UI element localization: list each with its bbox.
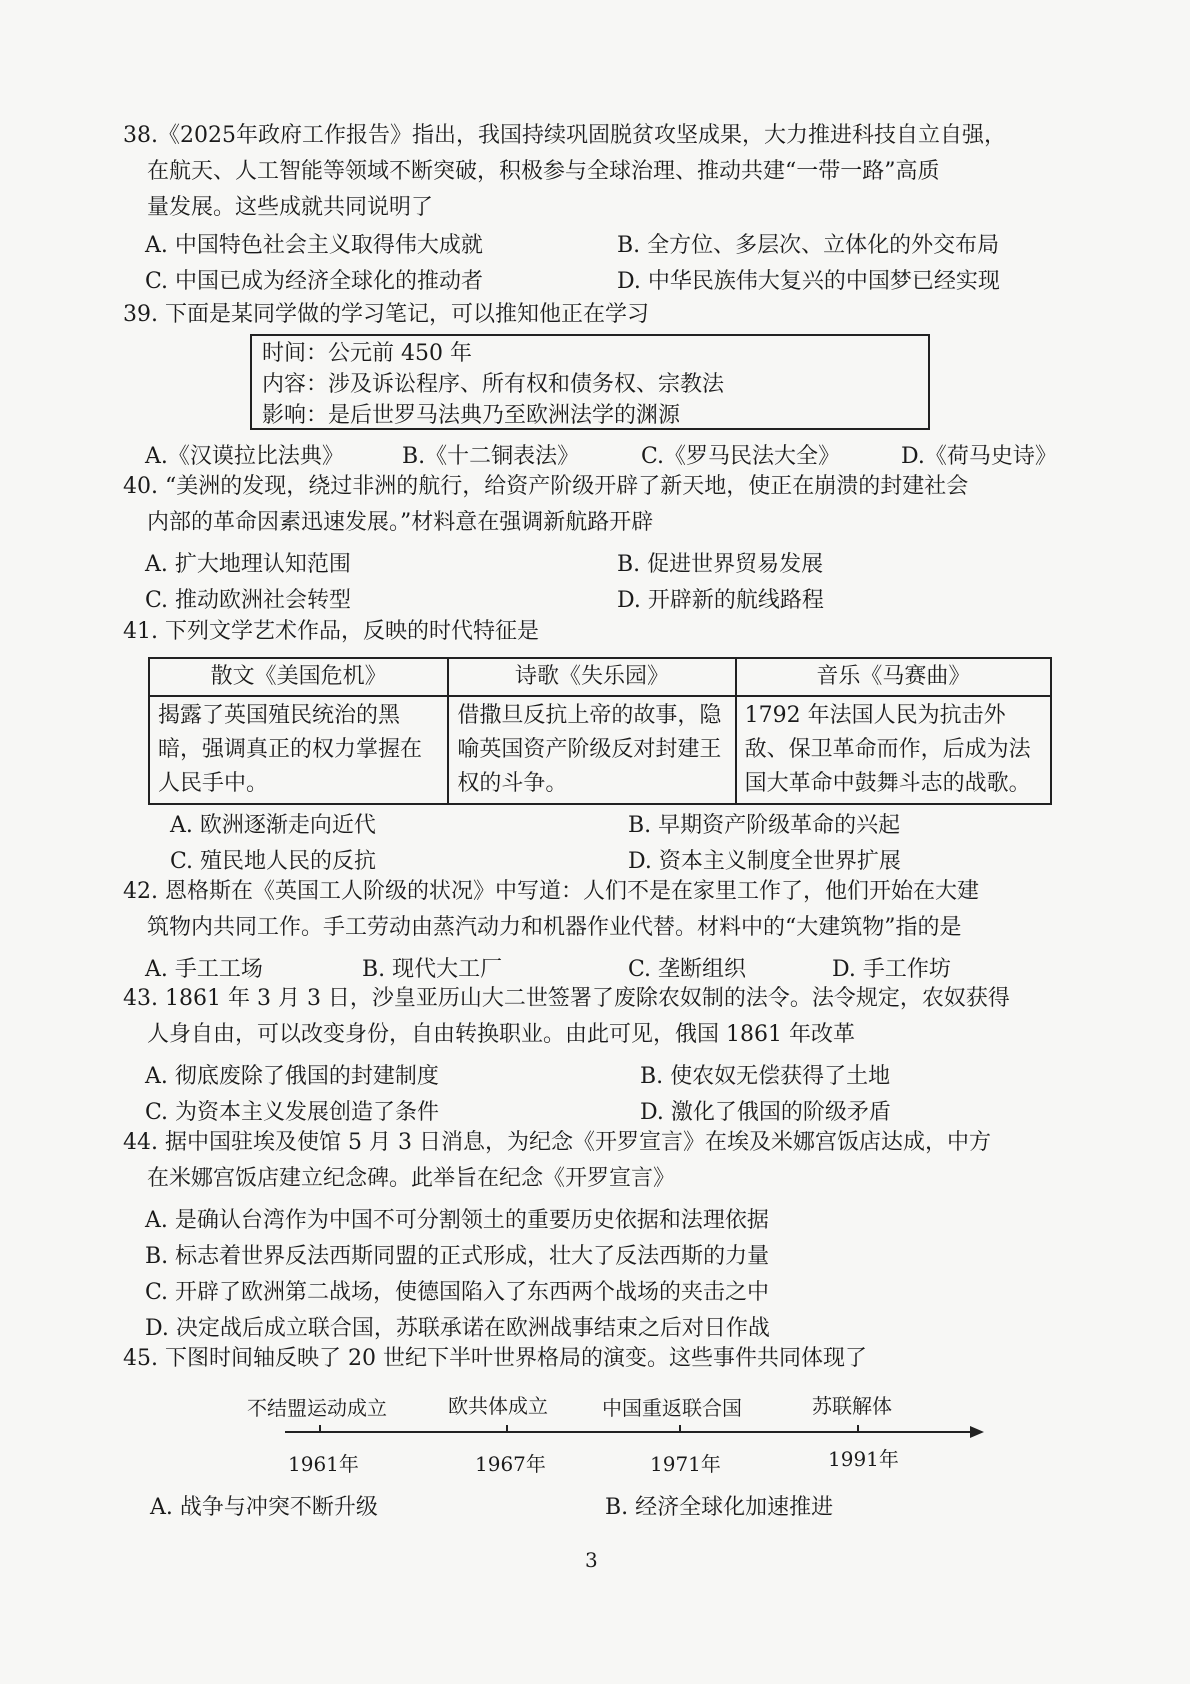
option-a[interactable]: A. 是确认台湾作为中国不可分割领土的重要历史依据和法理依据 (145, 1208, 769, 1233)
question-stem-line: 40. “美洲的发现，绕过非洲的航行，给资产阶级开辟了新天地，使正在崩溃的封建社会 (123, 474, 969, 499)
option-c[interactable]: C. 推动欧洲社会转型 (145, 588, 352, 613)
question-stem-line: 量发展。这些成就共同说明了 (147, 195, 434, 220)
option-c[interactable]: C.《罗马民法大全》 (641, 444, 841, 469)
option-a[interactable]: A. 扩大地理认知范围 (145, 552, 351, 577)
option-a[interactable]: A. 战争与冲突不断升级 (150, 1495, 378, 1520)
question-stem-line: 39. 下面是某同学做的学习笔记，可以推知他正在学习 (123, 302, 649, 327)
question-stem-line: 在航天、人工智能等领域不断突破，积极参与全球治理、推动共建“一带一路”高质 (147, 159, 940, 184)
option-c[interactable]: C. 开辟了欧洲第二战场，使德国陷入了东西两个战场的夹击之中 (145, 1280, 770, 1305)
page-number: 3 (585, 1548, 598, 1572)
option-d[interactable]: D. 开辟新的航线路程 (617, 588, 824, 613)
table-cell: 1792 年法国人民为抗击外敌、保卫革命而作，后成为法国大革命中鼓舞斗志的战歌。 (736, 696, 1051, 804)
timeline-event: 不结盟运动成立 (247, 1396, 387, 1420)
option-d[interactable]: D.《荷马史诗》 (901, 444, 1057, 469)
table-header: 散文《美国危机》 (149, 658, 448, 696)
option-b[interactable]: B. 促进世界贸易发展 (617, 552, 824, 577)
option-a[interactable]: A.《汉谟拉比法典》 (145, 444, 344, 469)
option-a[interactable]: A. 中国特色社会主义取得伟大成就 (145, 233, 483, 258)
question-39 (123, 297, 649, 333)
works-table (148, 657, 1052, 805)
option-b[interactable]: B.《十二铜表法》 (402, 444, 580, 469)
question-45 (123, 1341, 867, 1377)
option-d[interactable]: D. 中华民族伟大复兴的中国梦已经实现 (617, 269, 1000, 294)
table-cell: 借撒旦反抗上帝的故事，隐喻英国资产阶级反对封建王权的斗争。 (448, 696, 735, 804)
question-stem-line: 44. 据中国驻埃及使馆 5 月 3 日消息，为纪念《开罗宣言》在埃及米娜宫饭店达成，中方 (123, 1130, 991, 1155)
question-stem-line: 45. 下图时间轴反映了 20 世纪下半叶世界格局的演变。这些事件共同体现了 (123, 1346, 867, 1371)
option-d[interactable]: D. 激化了俄国的阶级矛盾 (640, 1100, 891, 1125)
question-stem-line: 38.《2025年政府工作报告》指出，我国持续巩固脱贫攻坚成果，大力推进科技自立自强， (123, 123, 1006, 148)
table-header: 音乐《马赛曲》 (736, 658, 1051, 696)
option-a[interactable]: A. 手工工场 (145, 957, 263, 982)
note-line: 时间：公元前 450 年 (262, 341, 472, 366)
option-b[interactable]: B. 现代大工厂 (362, 957, 503, 982)
question-40 (123, 469, 968, 541)
timeline-event: 欧共体成立 (448, 1394, 548, 1418)
option-c[interactable]: C. 为资本主义发展创造了条件 (145, 1100, 440, 1125)
option-c[interactable]: C. 中国已成为经济全球化的推动者 (145, 269, 484, 294)
question-stem-line: 在米娜宫饭店建立纪念碑。此举旨在纪念《开罗宣言》 (147, 1166, 676, 1191)
timeline-year: 1967年 (475, 1452, 546, 1476)
question-41 (123, 614, 539, 650)
table-cell: 揭露了英国殖民统治的黑暗，强调真正的权力掌握在人民手中。 (149, 696, 448, 804)
timeline-year: 1991年 (828, 1447, 899, 1471)
question-42 (123, 874, 979, 946)
option-d[interactable]: D. 决定战后成立联合国，苏联承诺在欧洲战事结束之后对日作战 (145, 1316, 770, 1341)
option-a[interactable]: A. 欧洲逐渐走向近代 (170, 813, 376, 838)
question-stem-line: 人身自由，可以改变身份，自由转换职业。由此可见，俄国 1861 年改革 (147, 1022, 855, 1047)
question-38 (123, 118, 1006, 226)
option-b[interactable]: B. 使农奴无偿获得了土地 (640, 1064, 891, 1089)
table-row (149, 696, 1051, 804)
question-stem-line: 筑物内共同工作。手工劳动由蒸汽动力和机器作业代替。材料中的“大建筑物”指的是 (147, 915, 962, 940)
question-stem-line: 41. 下列文学艺术作品，反映的时代特征是 (123, 619, 539, 644)
table-header-row (149, 658, 1051, 696)
timeline-event: 苏联解体 (812, 1394, 892, 1418)
question-stem-line: 43. 1861 年 3 月 3 日，沙皇亚历山大二世签署了废除农奴制的法令。法令规定，农奴获得 (123, 986, 1010, 1011)
study-note-box (250, 334, 930, 430)
note-line: 影响：是后世罗马法典乃至欧洲法学的渊源 (262, 403, 681, 428)
option-c[interactable]: C. 垄断组织 (628, 957, 747, 982)
timeline-year: 1971年 (650, 1452, 721, 1476)
timeline-year: 1961年 (288, 1452, 359, 1476)
table-header: 诗歌《失乐园》 (448, 658, 735, 696)
question-43 (123, 981, 1010, 1053)
option-b[interactable]: B. 全方位、多层次、立体化的外交布局 (617, 233, 1000, 258)
question-44 (123, 1125, 991, 1197)
timeline-event: 中国重返联合国 (602, 1396, 742, 1420)
option-b[interactable]: B. 经济全球化加速推进 (605, 1495, 834, 1520)
option-b[interactable]: B. 标志着世界反法西斯同盟的正式形成，壮大了反法西斯的力量 (145, 1244, 770, 1269)
option-a[interactable]: A. 彻底废除了俄国的封建制度 (145, 1064, 439, 1089)
question-stem-line: 42. 恩格斯在《英国工人阶级的状况》中写道：人们不是在家里工作了，他们开始在大建 (123, 879, 979, 904)
option-d[interactable]: D. 资本主义制度全世界扩展 (628, 849, 901, 874)
option-b[interactable]: B. 早期资产阶级革命的兴起 (628, 813, 901, 838)
option-d[interactable]: D. 手工作坊 (832, 957, 951, 982)
note-line: 内容：涉及诉讼程序、所有权和债务权、宗教法 (262, 372, 725, 397)
question-stem-line: 内部的革命因素迅速发展。”材料意在强调新航路开辟 (147, 510, 654, 535)
option-c[interactable]: C. 殖民地人民的反抗 (170, 849, 377, 874)
